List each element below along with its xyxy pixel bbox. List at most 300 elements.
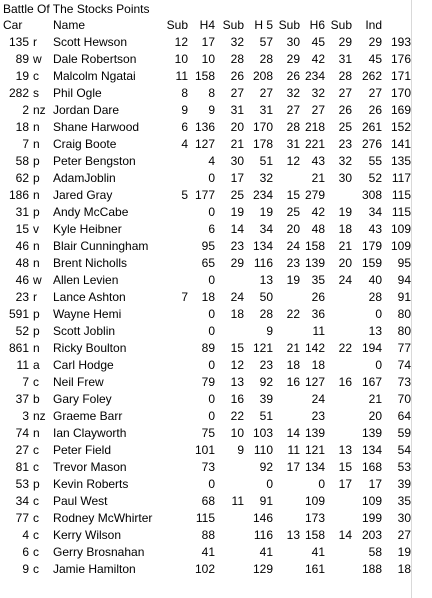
- car-number: 58: [15, 154, 29, 168]
- sub-4-points: 20: [338, 256, 352, 270]
- ind-points: 262: [361, 69, 382, 83]
- total-points: 109: [390, 239, 411, 253]
- heat-6-points: 158: [304, 239, 325, 253]
- ind-points: 168: [361, 460, 382, 474]
- sub-3-points: 17: [286, 460, 300, 474]
- sub-4-points: 28: [338, 69, 352, 83]
- driver-name: Paul West: [53, 494, 108, 508]
- car-number: 62: [15, 171, 29, 185]
- table-row: [0, 510, 432, 527]
- car-region: n: [33, 120, 40, 134]
- sub-4-points: 19: [338, 205, 352, 219]
- ind-points: 167: [361, 375, 382, 389]
- table-row: [0, 476, 432, 493]
- heat-4-points: 0: [208, 358, 215, 372]
- driver-name: Blair Cunningham: [53, 239, 149, 253]
- sub-2-points: 14: [230, 222, 244, 236]
- car-number: 4: [22, 528, 29, 542]
- car-region: c: [33, 511, 39, 525]
- table-row: [0, 34, 432, 51]
- car-region: c: [33, 562, 39, 576]
- car-region: n: [33, 188, 40, 202]
- total-points: 39: [397, 477, 411, 491]
- heat-4-points: 79: [201, 375, 215, 389]
- total-points: 74: [397, 358, 411, 372]
- table-row: [0, 221, 432, 238]
- total-points: 73: [397, 375, 411, 389]
- total-points: 27: [397, 528, 411, 542]
- heat-4-points: 0: [208, 409, 215, 423]
- driver-name: Craig Boote: [53, 137, 117, 151]
- sub-2-points: 20: [230, 120, 244, 134]
- sub-4-points: 13: [338, 443, 352, 457]
- car-number: 135: [8, 35, 29, 49]
- sub-3-points: 28: [286, 120, 300, 134]
- heat-4-points: 0: [208, 477, 215, 491]
- ind-points: 52: [368, 171, 382, 185]
- heat-5-points: 234: [252, 188, 273, 202]
- car-region: w: [33, 52, 42, 66]
- total-points: 176: [390, 52, 411, 66]
- heat-4-points: 10: [201, 52, 215, 66]
- sub-4-points: 31: [338, 52, 352, 66]
- sub-2-points: 18: [230, 307, 244, 321]
- heat-5-points: 116: [253, 528, 273, 542]
- total-points: 53: [397, 460, 411, 474]
- heat-4-points: 95: [201, 239, 215, 253]
- table-row: [0, 425, 432, 442]
- total-points: 169: [390, 103, 411, 117]
- driver-name: Gerry Brosnahan: [53, 545, 145, 559]
- driver-name: Lance Ashton: [53, 290, 126, 304]
- sub-4-points: 17: [338, 477, 352, 491]
- driver-name: Neil Frew: [53, 375, 104, 389]
- total-points: 91: [397, 290, 411, 304]
- car-region: p: [33, 324, 40, 338]
- car-region: c: [33, 443, 39, 457]
- heat-6-points: 0: [318, 477, 325, 491]
- car-number: 74: [15, 426, 29, 440]
- table-row: [0, 459, 432, 476]
- header-sub: Sub: [166, 18, 188, 32]
- table-row: [0, 493, 432, 510]
- table-row: [0, 340, 432, 357]
- car-number: 15: [15, 222, 29, 236]
- heat-5-points: 13: [259, 273, 273, 287]
- car-number: 34: [15, 494, 29, 508]
- sub-2-points: 26: [230, 69, 244, 83]
- car-number: 27: [15, 443, 29, 457]
- sub-3-points: 30: [286, 35, 300, 49]
- sub-2-points: 32: [230, 35, 244, 49]
- car-region: w: [33, 273, 42, 287]
- ind-points: 26: [368, 103, 382, 117]
- heat-5-points: 134: [252, 239, 273, 253]
- total-points: 94: [397, 273, 411, 287]
- driver-name: Scott Hewson: [53, 35, 128, 49]
- heat-5-points: 92: [259, 460, 273, 474]
- heat-6-points: 35: [311, 273, 325, 287]
- sub-4-points: 30: [338, 171, 352, 185]
- table-row: [0, 561, 432, 578]
- sub-2-points: 21: [230, 137, 244, 151]
- car-region: n: [33, 256, 40, 270]
- heat-6-points: 18: [311, 358, 325, 372]
- car-region: p: [33, 154, 40, 168]
- heat-5-points: 0: [266, 477, 273, 491]
- total-points: 54: [397, 443, 411, 457]
- heat-5-points: 28: [259, 307, 273, 321]
- heat-6-points: 142: [304, 341, 325, 355]
- sub-4-points: 23: [338, 137, 352, 151]
- sub-2-points: 13: [230, 375, 244, 389]
- ind-points: 40: [368, 273, 382, 287]
- table-row: [0, 238, 432, 255]
- heat-6-points: 221: [304, 137, 325, 151]
- car-region: p: [33, 205, 40, 219]
- sub-1-points: 4: [181, 137, 188, 151]
- heat-6-points: 121: [304, 443, 325, 457]
- driver-name: Jordan Dare: [53, 103, 120, 117]
- total-points: 77: [397, 341, 411, 355]
- total-points: 135: [390, 154, 411, 168]
- sub-3-points: 14: [286, 426, 300, 440]
- heat-6-points: 109: [304, 494, 325, 508]
- heat-6-points: 139: [304, 256, 325, 270]
- car-region: c: [33, 375, 39, 389]
- driver-name: Wayne Hemi: [53, 307, 122, 321]
- car-number: 52: [15, 324, 29, 338]
- car-region: nz: [33, 409, 46, 423]
- car-number: 6: [22, 545, 29, 559]
- driver-name: Trevor Mason: [53, 460, 127, 474]
- ind-points: 43: [368, 222, 382, 236]
- total-points: 80: [397, 307, 411, 321]
- driver-name: Kyle Heibner: [53, 222, 122, 236]
- table-row: [0, 272, 432, 289]
- heat-5-points: 19: [259, 205, 273, 219]
- heat-5-points: 110: [253, 443, 273, 457]
- car-number: 861: [8, 341, 29, 355]
- heat-4-points: 158: [194, 69, 215, 83]
- heat-6-points: 27: [311, 103, 325, 117]
- heat-6-points: 11: [312, 324, 325, 338]
- car-number: 282: [8, 86, 29, 100]
- heat-6-points: 45: [311, 35, 325, 49]
- heat-4-points: 6: [208, 222, 215, 236]
- heat-6-points: 234: [304, 69, 325, 83]
- heat-6-points: 36: [311, 307, 325, 321]
- driver-name: Shane Harwood: [53, 120, 140, 134]
- driver-name: Scott Joblin: [53, 324, 116, 338]
- sub-4-points: 18: [338, 222, 352, 236]
- total-points: 170: [390, 86, 411, 100]
- car-number: 48: [15, 256, 29, 270]
- heat-5-points: 121: [252, 341, 273, 355]
- total-points: 193: [390, 35, 411, 49]
- header-row: [0, 17, 432, 34]
- heat-4-points: 127: [194, 137, 215, 151]
- heat-5-points: 32: [259, 171, 273, 185]
- heat-5-points: 170: [252, 120, 273, 134]
- heat-4-points: 101: [194, 443, 215, 457]
- heat-5-points: 51: [259, 409, 273, 423]
- car-number: 18: [15, 120, 29, 134]
- sub-4-points: 26: [338, 103, 352, 117]
- ind-points: 134: [361, 443, 382, 457]
- table-row: [0, 323, 432, 340]
- driver-name: Kerry Wilson: [53, 528, 122, 542]
- sub-1-points: 12: [174, 35, 188, 49]
- car-number: 7: [22, 375, 29, 389]
- heat-5-points: 31: [259, 103, 273, 117]
- sub-3-points: 16: [286, 375, 300, 389]
- heat-4-points: 0: [208, 205, 215, 219]
- table-row: [0, 170, 432, 187]
- car-region: c: [33, 69, 39, 83]
- heat-5-points: 129: [252, 562, 273, 576]
- sub-1-points: 5: [181, 188, 188, 202]
- sub-2-points: 22: [230, 409, 244, 423]
- ind-points: 159: [361, 256, 382, 270]
- heat-4-points: 65: [201, 256, 215, 270]
- ind-points: 0: [375, 307, 382, 321]
- sub-1-points: 10: [174, 52, 188, 66]
- sub-4-points: 29: [338, 35, 352, 49]
- table-row: [0, 357, 432, 374]
- car-number: 77: [15, 511, 29, 525]
- ind-points: 0: [375, 358, 382, 372]
- sub-2-points: 31: [230, 103, 244, 117]
- sub-2-points: 10: [230, 426, 244, 440]
- car-region: c: [33, 460, 39, 474]
- sub-2-points: 12: [230, 358, 244, 372]
- car-number: 7: [22, 137, 29, 151]
- driver-name: Gary Foley: [53, 392, 112, 406]
- ind-points: 21: [368, 392, 382, 406]
- table-row: [0, 85, 432, 102]
- car-region: b: [33, 392, 40, 406]
- heat-5-points: 103: [252, 426, 273, 440]
- total-points: 117: [391, 171, 411, 185]
- heat-4-points: 9: [208, 103, 215, 117]
- total-points: 109: [390, 222, 411, 236]
- total-points: 30: [397, 511, 411, 525]
- total-points: 64: [397, 409, 411, 423]
- sub-3-points: 25: [286, 205, 300, 219]
- table-row: [0, 136, 432, 153]
- car-region: s: [33, 86, 39, 100]
- car-number: 89: [15, 52, 29, 66]
- car-number: 9: [22, 562, 29, 576]
- car-number: 46: [15, 273, 29, 287]
- car-region: n: [33, 137, 40, 151]
- total-points: 141: [390, 137, 411, 151]
- car-region: c: [33, 494, 39, 508]
- driver-name: Andy McCabe: [53, 205, 129, 219]
- table-row: [0, 187, 432, 204]
- sub-3-points: 27: [286, 103, 300, 117]
- sub-1-points: 9: [181, 103, 188, 117]
- heat-6-points: 279: [304, 188, 325, 202]
- sub-3-points: 18: [286, 358, 300, 372]
- table-row: [0, 119, 432, 136]
- ind-points: 276: [361, 137, 382, 151]
- total-points: 19: [397, 545, 411, 559]
- ind-points: 28: [368, 290, 382, 304]
- table-row: [0, 527, 432, 544]
- total-points: 80: [397, 324, 411, 338]
- sheet-title: Battle Of The Stocks Points: [3, 2, 150, 16]
- sub-2-points: 11: [231, 494, 244, 508]
- sub-3-points: 29: [286, 52, 300, 66]
- ind-points: 179: [361, 239, 382, 253]
- driver-name: Peter Bengston: [53, 154, 136, 168]
- heat-4-points: 68: [201, 494, 215, 508]
- ind-points: 55: [368, 154, 382, 168]
- heat-6-points: 48: [311, 222, 325, 236]
- ind-points: 17: [368, 477, 382, 491]
- sub-2-points: 30: [230, 154, 244, 168]
- heat-5-points: 41: [259, 545, 273, 559]
- ind-points: 45: [368, 52, 382, 66]
- sub-1-points: 11: [175, 69, 188, 83]
- heat-5-points: 178: [252, 137, 273, 151]
- table-row: [0, 68, 432, 85]
- total-points: 18: [397, 562, 411, 576]
- table-row: [0, 374, 432, 391]
- heat-4-points: 0: [208, 392, 215, 406]
- heat-4-points: 0: [208, 273, 215, 287]
- sub-2-points: 24: [230, 290, 244, 304]
- ind-points: 139: [361, 426, 382, 440]
- table-row: [0, 306, 432, 323]
- heat-5-points: 116: [253, 256, 273, 270]
- ind-points: 194: [361, 341, 382, 355]
- heat-6-points: 161: [304, 562, 325, 576]
- ind-points: 203: [361, 528, 382, 542]
- table-row: [0, 544, 432, 561]
- heat-6-points: 218: [304, 120, 325, 134]
- ind-points: 20: [368, 409, 382, 423]
- car-number: 37: [15, 392, 29, 406]
- total-points: 70: [397, 392, 411, 406]
- header-sub: Sub: [222, 18, 244, 32]
- car-region: r: [33, 290, 37, 304]
- sub-4-points: 15: [338, 460, 352, 474]
- heat-4-points: 136: [194, 120, 215, 134]
- sub-3-points: 21: [286, 341, 300, 355]
- heat-6-points: 32: [311, 86, 325, 100]
- heat-4-points: 177: [194, 188, 215, 202]
- sub-2-points: 25: [230, 188, 244, 202]
- table-row: [0, 51, 432, 68]
- heat-6-points: 42: [311, 205, 325, 219]
- ind-points: 58: [368, 545, 382, 559]
- car-region: a: [33, 358, 40, 372]
- heat-5-points: 51: [259, 154, 273, 168]
- table-row: [0, 255, 432, 272]
- sub-1-points: 8: [181, 86, 188, 100]
- heat-5-points: 208: [252, 69, 273, 83]
- heat-4-points: 0: [208, 307, 215, 321]
- driver-name: Kevin Roberts: [53, 477, 129, 491]
- heat-6-points: 173: [304, 511, 325, 525]
- car-region: n: [33, 426, 40, 440]
- table-row: [0, 204, 432, 221]
- heat-4-points: 18: [201, 290, 215, 304]
- car-number: 81: [15, 460, 29, 474]
- driver-name: Peter Field: [53, 443, 112, 457]
- car-number: 2: [22, 103, 29, 117]
- heat-4-points: 8: [208, 86, 215, 100]
- ind-points: 308: [361, 188, 382, 202]
- sub-1-points: 6: [181, 120, 188, 134]
- sub-2-points: 16: [230, 392, 244, 406]
- driver-name: Ricky Boulton: [53, 341, 127, 355]
- ind-points: 188: [361, 562, 382, 576]
- car-number: 23: [15, 290, 29, 304]
- driver-name: Ian Clayworth: [53, 426, 127, 440]
- heat-6-points: 43: [311, 154, 325, 168]
- heat-4-points: 102: [194, 562, 215, 576]
- driver-name: AdamJoblin: [53, 171, 116, 185]
- car-region: c: [33, 528, 39, 542]
- sub-2-points: 29: [230, 256, 244, 270]
- heat-4-points: 89: [201, 341, 215, 355]
- sub-4-points: 14: [338, 528, 352, 542]
- header-ind: Ind: [365, 18, 382, 32]
- sub-2-points: 28: [230, 52, 244, 66]
- sub-2-points: 17: [230, 171, 244, 185]
- heat-4-points: 17: [201, 35, 215, 49]
- sub-3-points: 32: [286, 86, 300, 100]
- sub-2-points: 9: [237, 443, 244, 457]
- heat-6-points: 42: [311, 52, 325, 66]
- sub-3-points: 22: [286, 307, 300, 321]
- heat-5-points: 27: [259, 86, 273, 100]
- driver-name: Jamie Hamilton: [53, 562, 136, 576]
- sub-2-points: 27: [230, 86, 244, 100]
- sub-3-points: 31: [286, 137, 300, 151]
- total-points: 152: [390, 120, 411, 134]
- heat-5-points: 146: [252, 511, 273, 525]
- header-name: Name: [53, 18, 86, 32]
- heat-5-points: 23: [259, 358, 273, 372]
- car-region: nz: [33, 103, 46, 117]
- sub-3-points: 15: [286, 188, 300, 202]
- header-sub: Sub: [330, 18, 352, 32]
- sub-1-points: 7: [181, 290, 188, 304]
- heat-6-points: 24: [311, 392, 325, 406]
- total-points: 171: [390, 69, 411, 83]
- ind-points: 199: [361, 511, 382, 525]
- driver-name: Graeme Barr: [53, 409, 123, 423]
- car-region: v: [33, 222, 39, 236]
- sub-3-points: 19: [286, 273, 300, 287]
- heat-6-points: 26: [311, 290, 325, 304]
- table-row: [0, 153, 432, 170]
- driver-name: Rodney McWhirter: [53, 511, 153, 525]
- heat-6-points: 23: [311, 409, 325, 423]
- heat-6-points: 21: [311, 171, 325, 185]
- car-region: n: [33, 239, 40, 253]
- car-number: 53: [15, 477, 29, 491]
- car-number: 11: [16, 358, 29, 372]
- heat-4-points: 0: [208, 171, 215, 185]
- heat-5-points: 28: [259, 52, 273, 66]
- driver-name: Jared Gray: [53, 188, 113, 202]
